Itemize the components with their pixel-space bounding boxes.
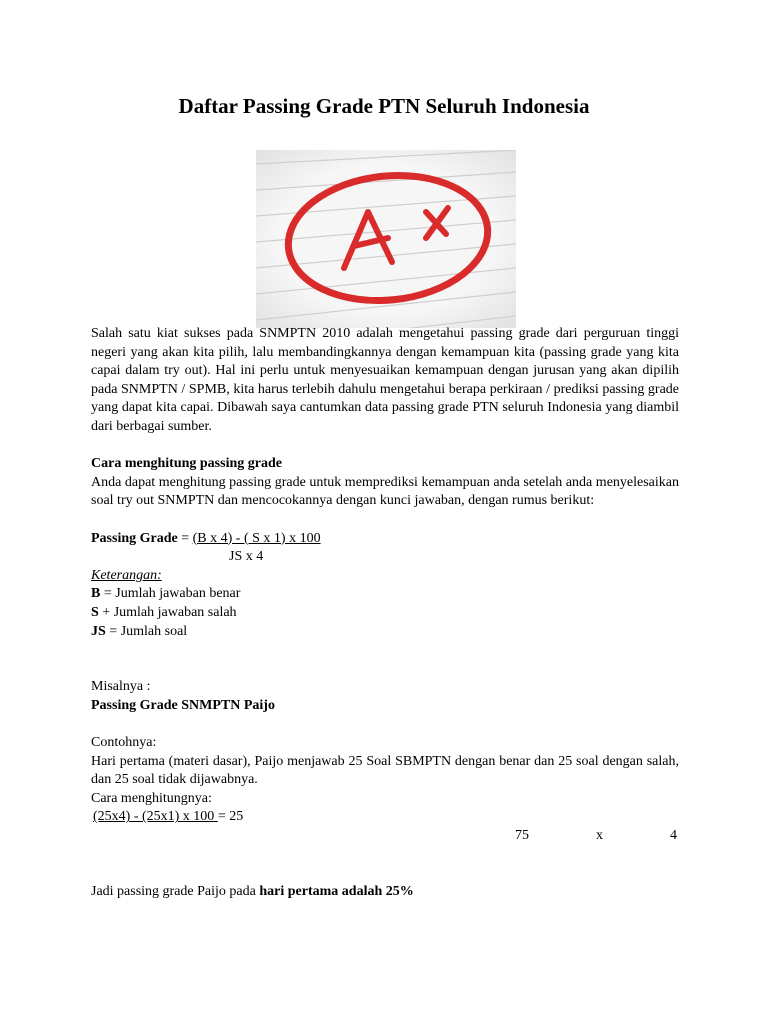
grade-a-plus-image xyxy=(256,150,516,328)
calc-den-value: 75 xyxy=(515,828,529,844)
cara-label: Cara menghitungnya: xyxy=(91,790,212,806)
intro-paragraph: Salah satu kiat sukses pada SNMPTN 2010 adalah mengetahui passing grade dari perguruan tinggi negeri yang akan kita pilih, lalu membandingkannya dengan kemampuan kita (passing grade yang kita capai dalam try out). Hal ini perlu untuk menyesuaikan kemampuan dengan jurusan yang akan dipilih pada SNMPTN / SPMB, kita harus terlebih dahulu mengetahui berapa perkiraan / prediksi passing grade yang dapat kita capai. Dibawah saya cantumkan data passing grade PTN seluruh Indonesia yang diambil dari berbagai sumber. xyxy=(91,326,679,434)
conclusion-bold: hari pertama adalah 25% xyxy=(259,883,414,899)
legend-sep: + xyxy=(98,604,114,620)
conclusion-prefix: Jadi passing grade Paijo pada xyxy=(91,883,260,899)
contoh-label: Contohnya: xyxy=(91,735,157,751)
calc-numerator: (25x4) - (25x1) x 100 xyxy=(93,809,218,825)
legend-text: Jumlah jawaban salah xyxy=(113,604,237,620)
legend-key: B xyxy=(91,586,101,602)
legend-heading: Keterangan: xyxy=(91,567,162,583)
example-paragraph: Hari pertama (materi dasar), Paijo menjawab 25 Soal SBMPTN dengan benar dan 25 soal dengan salah, dan 25 soal tidak dijawabnya. xyxy=(91,753,679,788)
formula-denominator: JS x 4 xyxy=(229,549,264,565)
conclusion-line xyxy=(91,883,679,902)
legend-item-s xyxy=(91,604,679,623)
calc-denominator xyxy=(91,827,679,846)
legend-text: Jumlah jawaban benar xyxy=(115,586,241,602)
formula-equals: = xyxy=(177,530,193,546)
formula-numerator: (B x 4) - ( S x 1) x 100 xyxy=(192,530,321,546)
formula-label: Passing Grade xyxy=(91,530,178,546)
calc-den-operator: x xyxy=(596,828,603,844)
legend-sep: = xyxy=(105,623,121,639)
legend-sep: = xyxy=(100,586,116,602)
example-heading: Passing Grade SNMPTN Paijo xyxy=(91,697,275,713)
legend-text: Jumlah soal xyxy=(120,623,188,639)
formula-line xyxy=(91,530,679,549)
method-paragraph: Anda dapat menghitung passing grade untuk memprediksi kemampuan anda setelah anda menyelesaikan soal try out SNMPTN dan mencocokannya dengan kunci jawaban, dengan rumus berikut: xyxy=(91,474,679,509)
page-title: Daftar Passing Grade PTN Seluruh Indonesia xyxy=(178,94,590,118)
misalnya-label: Misalnya : xyxy=(91,679,151,695)
calc-den-divisor: 4 xyxy=(670,828,677,844)
legend-item-b xyxy=(91,585,679,604)
calc-line xyxy=(91,808,679,827)
legend-item-js xyxy=(91,623,679,642)
method-heading: Cara menghitung passing grade xyxy=(91,456,282,472)
legend-key: JS xyxy=(91,623,106,639)
calc-result: = 25 xyxy=(217,809,244,825)
article-body xyxy=(91,325,679,901)
a-plus-illustration xyxy=(256,150,516,328)
legend-key: S xyxy=(91,604,99,620)
